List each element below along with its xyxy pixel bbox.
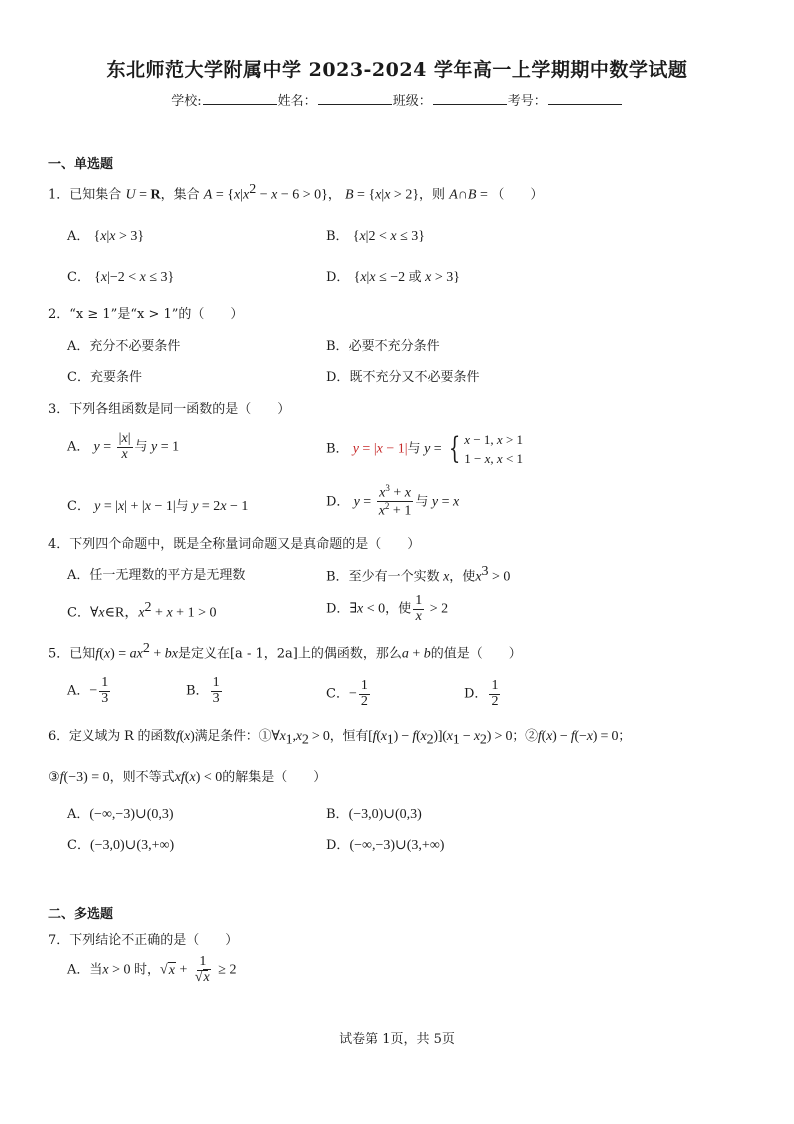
q6-option-b[interactable]: B．(−3,0)∪(0,3) <box>326 807 422 822</box>
q2-option-b[interactable]: B．必要不充分条件 <box>326 339 440 354</box>
q3-option-d[interactable]: D． y = $\frac{x^3 + x}{x^2 + 1}$ 与 y = x <box>326 483 460 519</box>
question-4-stem: 4．下列四个命题中，既是全称量词命题又是真命题的是（ ） <box>48 537 421 552</box>
q2-option-d[interactable]: D．既不充分又不必要条件 <box>326 370 480 385</box>
name-label: 姓名： <box>277 94 317 109</box>
school-blank[interactable] <box>203 91 277 105</box>
q7-option-a[interactable]: A．当x > 0 时，√x + $\frac{1}{√x}$ ≥ 2 <box>67 954 237 985</box>
q1-option-a[interactable]: A． {x|x > 3} <box>67 229 145 244</box>
name-blank[interactable] <box>318 91 392 105</box>
q5-option-d[interactable]: D． $\frac{1}{2}$ <box>464 678 499 709</box>
question-7-stem: 7．下列结论不正确的是（ ） <box>48 933 239 948</box>
question-3-stem: 3．下列各组函数是同一函数的是（ ） <box>48 402 291 417</box>
q2-option-c[interactable]: C．充要条件 <box>67 370 142 385</box>
q1-option-b[interactable]: B． {x|2 < x ≤ 3} <box>326 229 425 244</box>
class-label: 班级： <box>392 94 432 109</box>
q6-option-d[interactable]: D．(−∞,−3)∪(3,+∞) <box>326 838 445 853</box>
page-footer: 试卷第 1页，共 5页 <box>339 1032 455 1047</box>
student-info-line <box>0 90 794 109</box>
section-multiple-choice: 二、多选题 <box>48 907 114 922</box>
q4-option-b[interactable]: B．至少有一个实数 x，使$x^3 > 0$ <box>326 564 511 585</box>
q2-option-a[interactable]: A．充分不必要条件 <box>67 339 181 354</box>
q5-option-b[interactable]: B． $\frac{1}{3}$ <box>186 675 220 706</box>
q1-option-c[interactable]: C． {x|−2 < x ≤ 3} <box>67 270 175 285</box>
question-2-stem: 2．“x ≥ 1”是“x > 1”的（ ） <box>48 307 244 322</box>
q4-option-a[interactable]: A．任一无理数的平方是无理数 <box>67 568 246 583</box>
q3-option-b[interactable]: B． y = |x − 1|与 y = { x − 1, x > 1 1 − x, x < 1 <box>326 431 524 466</box>
q6-option-a[interactable]: A．(−∞,−3)∪(0,3) <box>67 807 174 822</box>
q3-option-c[interactable]: C． y = |x| + |x − 1|与 y = 2x − 1 <box>67 499 249 514</box>
number-label: 考号： <box>507 94 547 109</box>
question-5-stem: 5．已知$f(x) = ax^2$ + bx是定义在[a - 1，2a]上的偶函数，那么a + b的值是（ ） <box>48 641 522 662</box>
number-blank[interactable] <box>548 91 622 105</box>
class-blank[interactable] <box>433 91 507 105</box>
q5-option-c[interactable]: C．− $\frac{1}{2}$ <box>326 678 368 709</box>
q3-option-a[interactable]: A． y = $\frac{|x|}{x}$ 与 y = 1 <box>67 431 180 462</box>
question-1-stem: 1．已知集合 U = R，集合 $A = \{x|x^2 - x - 6 > 0\}$， B = {x|x > 2}，则 A∩B = （ ） <box>48 182 544 203</box>
section-single-choice: 一、单选题 <box>48 157 114 172</box>
q4-option-d[interactable]: D．∃x < 0，使 $\frac{1}{x}$ > 2 <box>326 593 449 624</box>
question-6-stem-line1: 6．定义域为 R 的函数f(x)满足条件：$①\forall x_1,x_2 > 0$，恒有$[f(x_1) - f(x_2)](x_1 - x_2) > 0$；②f(x) − f(−x) = 0； <box>48 729 632 748</box>
page-title: 东北师范大学附属中学 2023-2024 学年高一上学期期中数学试题 <box>106 59 688 81</box>
q6-option-c[interactable]: C．(−3,0)∪(3,+∞) <box>67 838 175 853</box>
q4-option-c[interactable]: C．∀x∈R，$x^2 + x + 1 > 0$ <box>67 600 217 621</box>
question-6-stem-line2: ③f(−3) = 0，则不等式xf(x) < 0的解集是（ ） <box>48 770 327 785</box>
school-label: 学校: <box>171 94 202 109</box>
q5-option-a[interactable]: A．− $\frac{1}{3}$ <box>67 675 109 706</box>
q1-option-d[interactable]: D． {x|x ≤ −2 或 x > 3} <box>326 270 461 285</box>
